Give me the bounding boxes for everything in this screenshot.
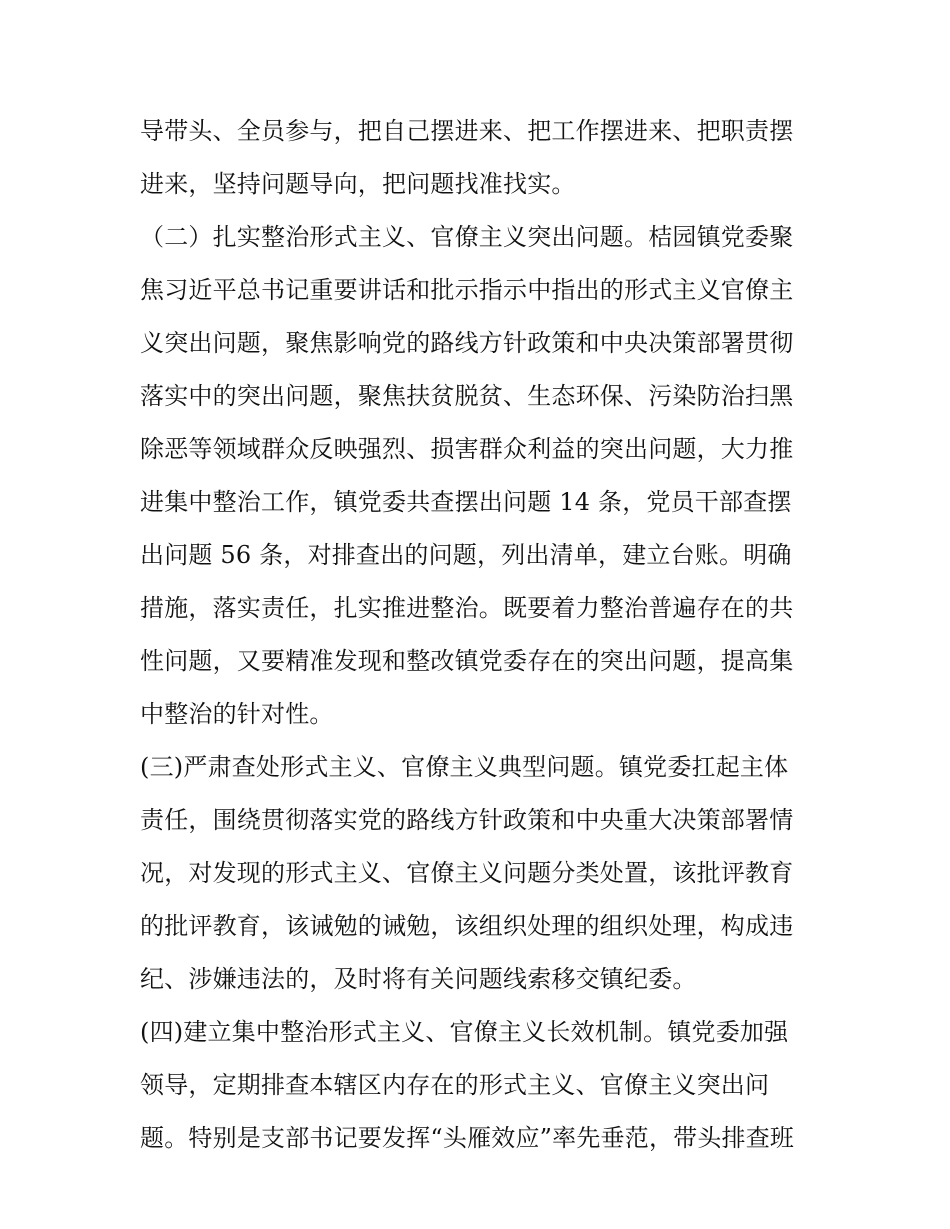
text-line: 领导，定期排查本辖区内存在的形式主义、官僚主义突出问 (140, 1071, 770, 1099)
text-line: (三)严肃查处形式主义、官僚主义典型问题。镇党委扛起主体 (140, 753, 789, 781)
text-line: 义突出问题，聚焦影响党的路线方针政策和中央决策部署贯彻 (140, 329, 794, 357)
text-line: 措施，落实责任，扎实推进整治。既要着力整治普遍存在的共 (140, 594, 794, 622)
text-line: 出问题 56 条，对排查出的问题，列出清单，建立台账。明确 (140, 541, 792, 569)
text-line: 纪、涉嫌违法的，及时将有关问题线索移交镇纪委。 (140, 965, 697, 993)
body-text (140, 105, 820, 1165)
text-line: 焦习近平总书记重要讲话和批示指示中指出的形式主义官僚主 (140, 276, 794, 304)
text-line: 况，对发现的形式主义、官僚主义问题分类处置，该批评教育 (140, 859, 794, 887)
text-line: 责任，围绕贯彻落实党的路线方针政策和中央重大决策部署情 (140, 806, 794, 834)
text-line: 性问题，又要精准发现和整改镇党委存在的突出问题，提高集 (140, 647, 794, 675)
text-line: 进来，坚持问题导向，把问题找准找实。 (140, 170, 576, 198)
text-line: 的批评教育，该诫勉的诫勉，该组织处理的组织处理，构成违 (140, 912, 794, 940)
text-line: 导带头、全员参与，把自己摆进来、把工作摆进来、把职责摆 (140, 117, 794, 145)
text-line: 进集中整治工作，镇党委共查摆出问题 14 条，党员干部查摆 (140, 488, 792, 516)
text-line: 除恶等领域群众反映强烈、损害群众利益的突出问题，大力推 (140, 435, 794, 463)
text-line: 题。特别是支部书记要发挥“头雁效应”率先垂范，带头排查班 (140, 1124, 795, 1152)
text-line: （二）扎实整治形式主义、官僚主义突出问题。桔园镇党委聚 (140, 223, 794, 251)
text-line: 落实中的突出问题，聚焦扶贫脱贫、生态环保、污染防治扫黑 (140, 382, 794, 410)
text-line: (四)建立集中整治形式主义、官僚主义长效机制。镇党委加强 (140, 1018, 789, 1046)
text-line: 中整治的针对性。 (140, 700, 334, 728)
